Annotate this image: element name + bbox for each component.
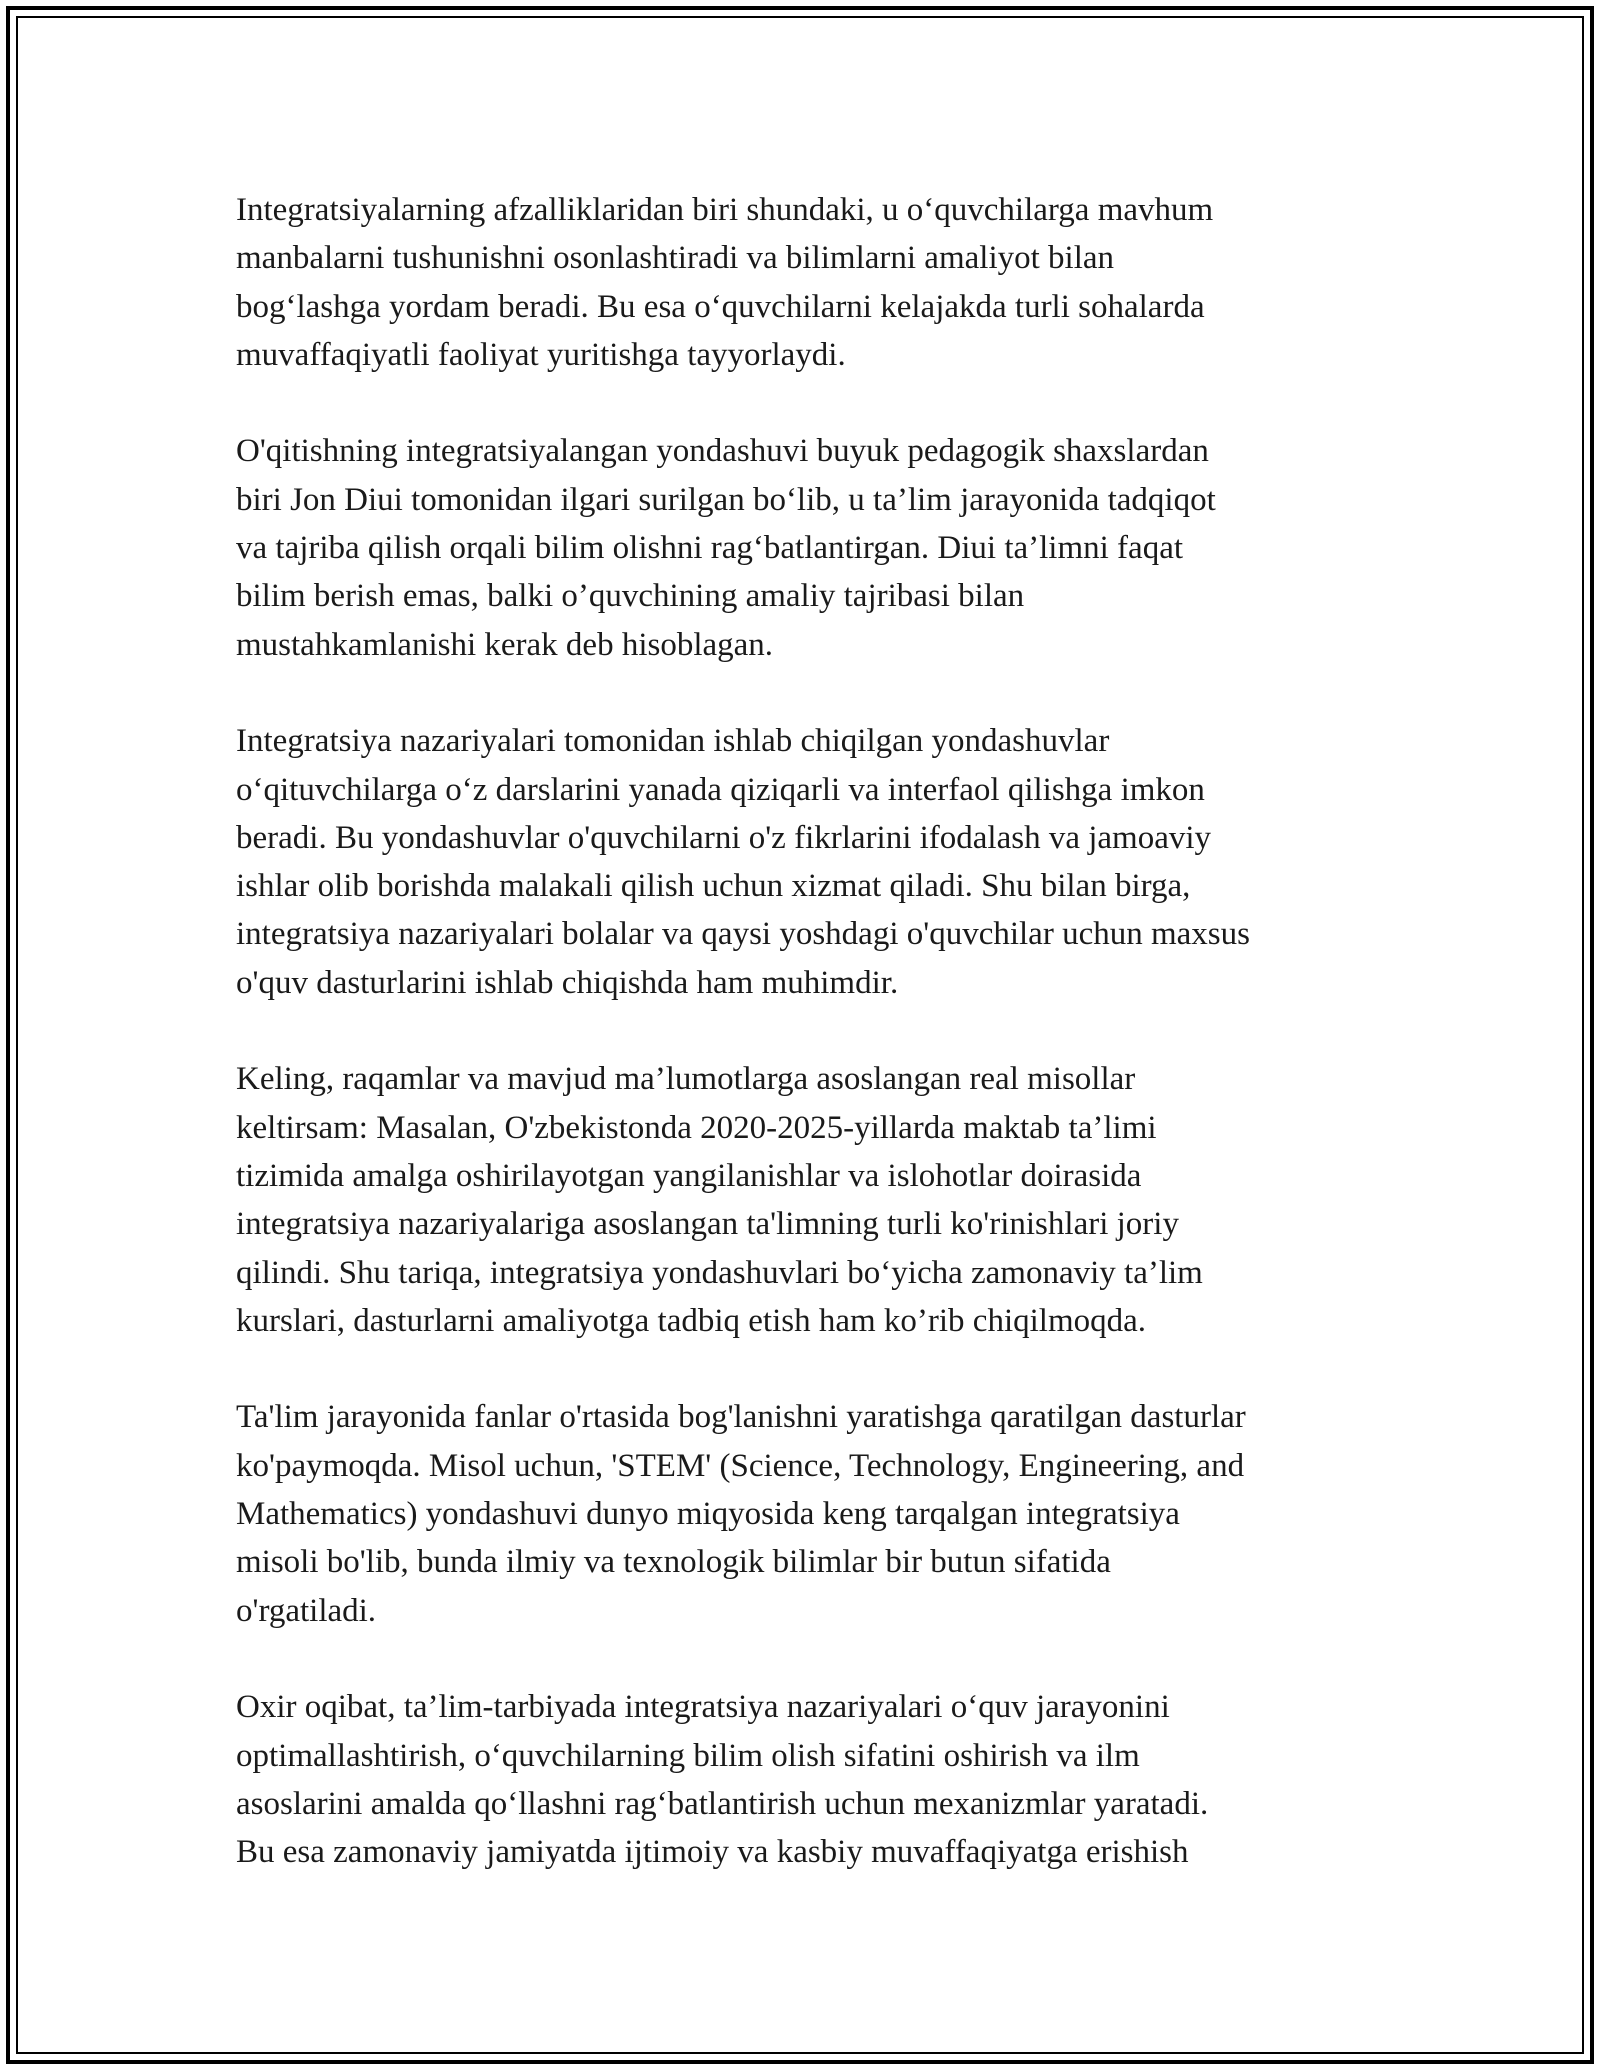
paragraph <box>236 1683 1386 1876</box>
text-line: biri Jon Diui tomonidan ilgari surilgan bo‘lib, u ta’lim jarayonida tadqiqot <box>236 481 1216 518</box>
text-line: bog‘lashga yordam beradi. Bu esa o‘quvchilarni kelajakda turli sohalarda <box>236 288 1205 325</box>
text-line: ko'paymoqda. Misol uchun, 'STEM' (Science, Technology, Engineering, and <box>236 1447 1245 1484</box>
text-line: manbalarni tushunishni osonlashtiradi va bilimlarni amaliyot bilan <box>236 240 1115 277</box>
text-line: Integratsiya nazariyalari tomonidan ishlab chiqilgan yondashuvlar <box>236 723 1110 760</box>
text-line: Oxir oqibat, ta’lim-tarbiyada integratsiya nazariyalari o‘quv jarayonini <box>236 1689 1170 1726</box>
text-line: qilindi. Shu tariqa, integratsiya yondashuvlari bo‘yicha zamonaviy ta’lim <box>236 1254 1203 1291</box>
text-line: Integratsiyalarning afzalliklaridan biri shundaki, u o‘quvchilarga mavhum <box>236 192 1214 228</box>
paragraph <box>236 1055 1386 1345</box>
text-line: Ta'lim jarayonida fanlar o'rtasida bog'lanishni yaratishga qaratilgan dasturlar <box>236 1399 1246 1436</box>
text-line: integratsiya nazariyalari bolalar va qaysi yoshdagi o'quvchilar uchun maxsus <box>236 916 1250 953</box>
text-line: Mathematics) yondashuvi dunyo miqyosida keng tarqalgan integratsiya <box>236 1496 1180 1533</box>
paragraph <box>236 427 1386 668</box>
text-line: va tajriba qilish orqali bilim olishni rag‘batlantirgan. Diui ta’limni faqat <box>236 530 1184 567</box>
text-line: integratsiya nazariyalariga asoslangan ta'limning turli ko'rinishlari joriy <box>236 1206 1179 1243</box>
text-line: tizimida amalga oshirilayotgan yangilanishlar va islohotlar doirasida <box>236 1157 1142 1194</box>
text-line: optimallashtirish, o‘quvchilarning bilim olish sifatini oshirish va ilm <box>236 1737 1140 1774</box>
text-line: o'rgatiladi. <box>236 1592 377 1629</box>
text-line: ishlar olib borishda malakali qilish uchun xizmat qiladi. Shu bilan birga, <box>236 868 1191 905</box>
text-line: o'quv dasturlarini ishlab chiqishda ham muhimdir. <box>236 964 899 1001</box>
text-line: misoli bo'lib, bunda ilmiy va texnologik bilimlar bir butun sifatida <box>236 1544 1111 1581</box>
text-line: o‘qituvchilarga o‘z darslarini yanada qiziqarli va interfaol qilishga imkon <box>236 771 1205 808</box>
text-line: bilim berish emas, balki o’quvchining amaliy tajribasi bilan <box>236 578 1025 615</box>
text-line: muvaffaqiyatli faoliyat yuritishga tayyorlaydi. <box>236 336 846 373</box>
text-line: asoslarini amalda qo‘llashni rag‘batlantirish uchun mexanizmlar yaratadi. <box>236 1785 1209 1822</box>
paragraph <box>236 717 1386 1007</box>
text-line: O'qitishning integratsiyalangan yondashuvi buyuk pedagogik shaxslardan <box>236 433 1209 470</box>
text-line: mustahkamlanishi kerak deb hisoblagan. <box>236 626 774 663</box>
text-line: beradi. Bu yondashuvlar o'quvchilarni o'z fikrlarini ifodalash va jamoaviy <box>236 819 1212 856</box>
text-line: kurslari, dasturlarni amaliyotga tadbiq etish ham ko’rib chiqilmoqda. <box>236 1302 1147 1339</box>
paragraph <box>236 186 1386 379</box>
document-body <box>236 186 1386 1925</box>
text-line: keltirsam: Masalan, O'zbekistonda 2020-2025-yillarda maktab ta’limi <box>236 1109 1157 1146</box>
text-line: Bu esa zamonaviy jamiyatda ijtimoiy va kasbiy muvaffaqiyatga erishish <box>236 1834 1189 1871</box>
text-line: Keling, raqamlar va mavjud ma’lumotlarga asoslangan real misollar <box>236 1061 1136 1098</box>
paragraph <box>236 1393 1386 1634</box>
